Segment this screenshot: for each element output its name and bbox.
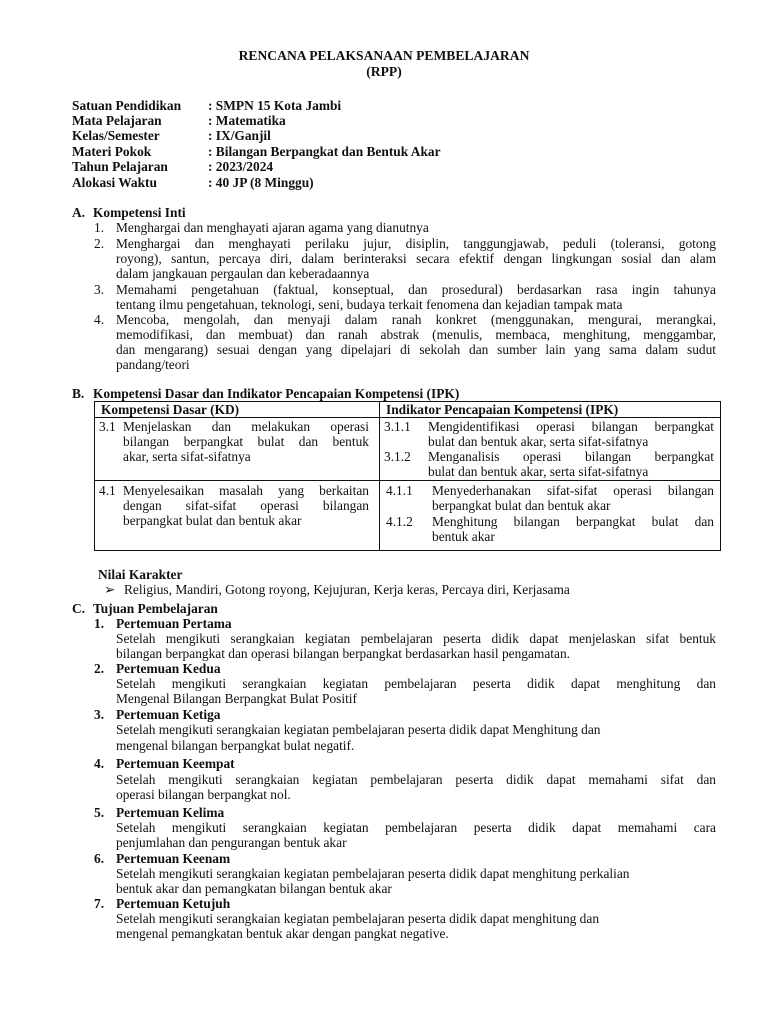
kd-text-line: akar, serta sifat-sifatnya — [123, 449, 251, 464]
section-title: Kompetensi Dasar dan Indikator Pencapaian Kompetensi (IPK) — [93, 386, 460, 401]
meeting-title: Pertemuan Keempat — [116, 756, 235, 771]
meeting-number: 7. — [94, 896, 105, 911]
table-header-kd: Kompetensi Dasar (KD) — [95, 402, 380, 418]
list-item-line: Memahami pengetahuan (faktual, konseptual, dan prosedural) berdasarkan rasa ingin tahunya — [116, 282, 716, 297]
ipk-text-line: bulat dan bentuk akar, serta sifat-sifatnya — [428, 434, 649, 449]
section-letter: C. — [72, 601, 86, 616]
identity-label: Alokasi Waktu — [72, 175, 157, 190]
section-c-heading — [72, 601, 218, 616]
identity-value: : IX/Ganjil — [208, 128, 271, 143]
list-number: 1. — [94, 220, 105, 235]
section-letter: B. — [72, 386, 85, 401]
list-item-line: pandang/teori — [116, 357, 190, 372]
ipk-text-line: Menyederhanakan sifat-sifat operasi bilangan — [432, 483, 714, 498]
kd-text-line: Menjelaskan dan melakukan operasi — [123, 419, 369, 434]
meeting-text-line: mengenal bilangan berpangkat bulat negatif. — [116, 738, 355, 753]
meeting-title: Pertemuan Ketiga — [116, 707, 221, 722]
identity-value: : Matematika — [208, 113, 286, 128]
section-b-heading — [72, 386, 459, 401]
list-number: 2. — [94, 236, 105, 251]
list-item-line: tentang ilmu pengetahuan, teknologi, seni, budaya terkait fenomena dan kejadian tampak mata — [116, 297, 623, 312]
document-title: RENCANA PELAKSANAAN PEMBELAJARAN — [238, 48, 530, 63]
ipk-text-line: bulat dan bentuk akar, serta sifat-sifatnya — [428, 464, 649, 479]
meeting-text-line: Mengenal Bilangan Berpangkat Bulat Positif — [116, 691, 357, 706]
meeting-number: 1. — [94, 616, 105, 631]
list-item-line: memodifikasi, dan membuat) dan ranah abstrak (menulis, membaca, menghitung, menggambar, — [116, 327, 716, 342]
meeting-text-line: Setelah mengikuti serangkaian kegiatan pembelajaran peserta didik dapat menjelaskan sifat bentuk — [116, 631, 716, 646]
list-item-line: Menghargai dan menghayati ajaran agama yang dianutnya — [116, 220, 429, 235]
identity-label: Mata Pelajaran — [72, 113, 162, 128]
nilai-karakter-text: Religius, Mandiri, Gotong royong, Kejujuran, Kerja keras, Percaya diri, Kerjasama — [124, 582, 570, 597]
meeting-title: Pertemuan Kelima — [116, 805, 225, 820]
ipk-number: 3.1.1 — [384, 419, 411, 434]
document-subtitle: (RPP) — [366, 64, 402, 79]
kd-number: 4.1 — [99, 483, 116, 498]
meeting-title: Pertemuan Keenam — [116, 851, 231, 866]
kd-cell — [95, 418, 380, 481]
list-item-line: Menghargai dan menghayati perilaku jujur, disiplin, tanggungjawab, peduli (toleransi, gotong — [116, 236, 716, 251]
identity-label: Satuan Pendidikan — [72, 98, 182, 113]
kd-text-line: berpangkat bulat dan bentuk akar — [123, 513, 302, 528]
meeting-title: Pertemuan Pertama — [116, 616, 232, 631]
meeting-number: 6. — [94, 851, 105, 866]
meeting-title: Pertemuan Ketujuh — [116, 896, 231, 911]
meeting-text-line: penjumlahan dan pengurangan bentuk akar — [116, 835, 347, 850]
meeting-text-line: Setelah mengikuti serangkaian kegiatan pembelajaran peserta didik dapat menghitung dan — [116, 676, 716, 691]
meeting-number: 2. — [94, 661, 105, 676]
kd-ipk-table — [94, 401, 721, 551]
list-item-line: Mencoba, mengolah, dan menyaji dalam ranah konkret (menggunakan, mengurai, merangkai, — [116, 312, 716, 327]
meeting-number: 4. — [94, 756, 105, 771]
meeting-text-line: Setelah mengikuti serangkaian kegiatan pembelajaran peserta didik dapat menghitung perkalian — [116, 866, 630, 881]
nilai-karakter-title: Nilai Karakter — [98, 567, 183, 582]
ipk-text-line: bentuk akar — [432, 529, 495, 544]
ipk-cell — [380, 418, 721, 481]
list-number: 3. — [94, 282, 105, 297]
identity-label: Kelas/Semester — [72, 128, 160, 143]
kd-cell — [95, 481, 380, 551]
table-row — [95, 418, 721, 481]
list-item-line: dan mengarang) sesuai dengan yang dipelajari di sekolah dan sumber lain yang sama dalam sudut — [116, 342, 716, 357]
ipk-number: 4.1.1 — [386, 483, 413, 498]
identity-value: : 40 JP (8 Minggu) — [208, 175, 314, 190]
identity-label: Tahun Pelajaran — [72, 159, 168, 174]
ipk-cell — [380, 481, 721, 551]
meeting-number: 3. — [94, 707, 105, 722]
section-title: Tujuan Pembelajaran — [93, 601, 218, 616]
identity-value: : SMPN 15 Kota Jambi — [208, 98, 342, 113]
arrow-bullet-icon: ➢ — [104, 582, 116, 597]
ipk-number: 4.1.2 — [386, 514, 413, 529]
ipk-text-line: berpangkat bulat dan bentuk akar — [432, 498, 611, 513]
section-a-heading — [72, 205, 186, 220]
meeting-title: Pertemuan Kedua — [116, 661, 221, 676]
meeting-text-line: operasi bilangan berpangkat nol. — [116, 787, 291, 802]
identity-value: : 2023/2024 — [208, 159, 274, 174]
identity-label: Materi Pokok — [72, 144, 152, 159]
meeting-text-line: Setelah mengikuti serangkaian kegiatan pembelajaran peserta didik dapat menghitung dan — [116, 911, 600, 926]
kd-text-line: Menyelesaikan masalah yang berkaitan — [123, 483, 369, 498]
ipk-number: 3.1.2 — [384, 449, 411, 464]
ipk-text-line: Menganalisis operasi bilangan berpangkat — [428, 449, 714, 464]
meeting-text-line: Setelah mengikuti serangkaian kegiatan pembelajaran peserta didik dapat Menghitung dan — [116, 722, 601, 737]
list-item-line: dalam jangkauan pergaulan dan keberadaannya — [116, 266, 370, 281]
table-header-ipk: Indikator Pencapaian Kompetensi (IPK) — [380, 402, 721, 418]
meeting-text-line: Setelah mengikuti serangkaian kegiatan pembelajaran peserta didik dapat memahami sifat dan — [116, 772, 716, 787]
section-letter: A. — [72, 205, 86, 220]
kd-number: 3.1 — [99, 419, 116, 434]
ipk-text-line: Menghitung bilangan berpangkat bulat dan — [432, 514, 714, 529]
list-item-line: royong), santun, percaya diri, dalam berinteraksi secara efektif dengan lingkungan sosial dan alam — [116, 251, 716, 266]
section-title: Kompetensi Inti — [93, 205, 186, 220]
meeting-text-line: mengenal pemangkatan bentuk akar dengan pangkat negative. — [116, 926, 449, 941]
meeting-number: 5. — [94, 805, 105, 820]
kd-text-line: dengan sifat-sifat operasi bilangan — [123, 498, 369, 513]
kd-text-line: bilangan berpangkat bulat dan bentuk — [123, 434, 369, 449]
list-number: 4. — [94, 312, 105, 327]
meeting-text-line: bilangan berpangkat dan operasi bilangan berpangkat berdasarkan hasil pengamatan. — [116, 646, 570, 661]
meeting-text-line: Setelah mengikuti serangkaian kegiatan pembelajaran peserta didik dapat memahami cara — [116, 820, 716, 835]
table-row — [95, 481, 721, 551]
table-header-row — [95, 402, 721, 418]
meeting-text-line: bentuk akar dan pemangkatan bilangan bentuk akar — [116, 881, 392, 896]
ipk-text-line: Mengidentifikasi operasi bilangan berpangkat — [428, 419, 714, 434]
identity-value: : Bilangan Berpangkat dan Bentuk Akar — [208, 144, 441, 159]
